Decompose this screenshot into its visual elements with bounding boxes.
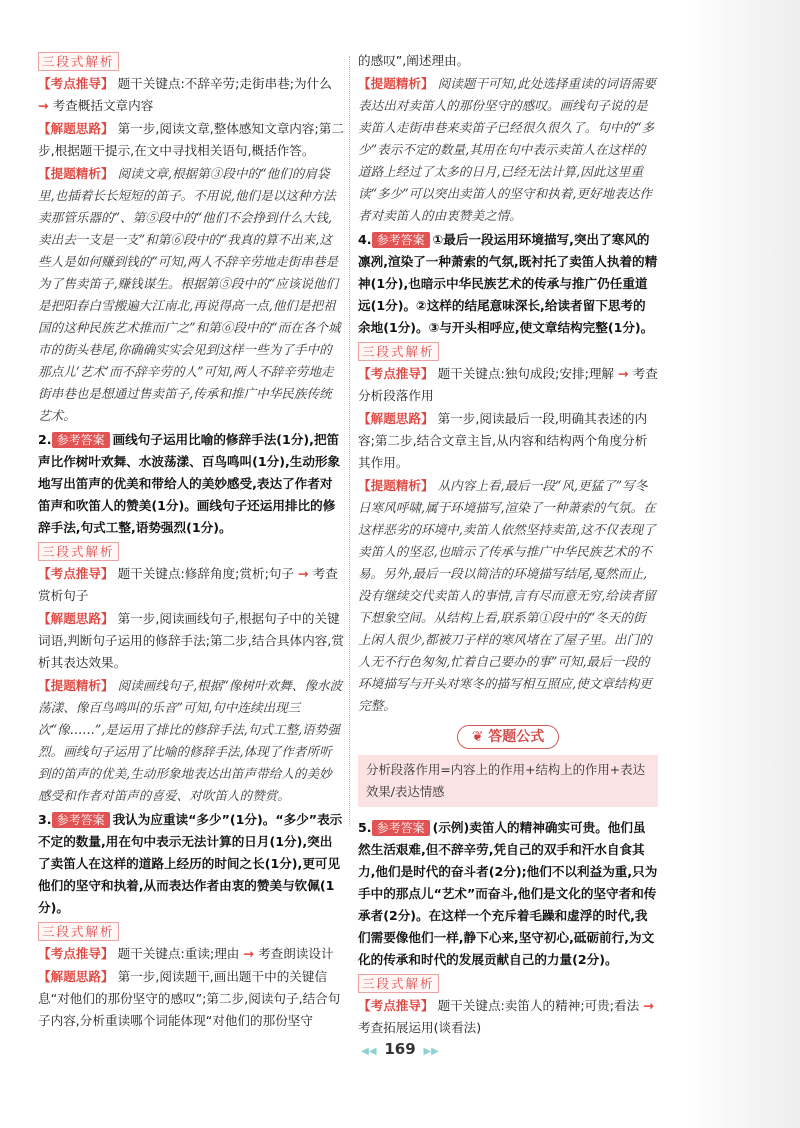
formula-header [358, 725, 658, 749]
section-title: 三段式解析 [358, 342, 439, 361]
section-title: 三段式解析 [38, 52, 119, 71]
arrow-icon: → [38, 98, 49, 113]
q4-juti: 【提题精析】 从内容上看,最后一段“风,更猛了”写冬日寒风呼啸,属于环境描写,渲染了一种萧索的气氛。在这样恶劣的环境中,卖笛人依然坚持卖笛,这不仅表现了卖笛人的坚忍,也暗示了传承与推广中华民族艺术的不易。另外,最后一段以简洁的环境描写结尾,戛然而止,没有继续交代卖笛人的事情,言有尽而意无穷,给读者留下想象空间。从结构上看,联系第①段中的“冬天的街上闲人很少,都被刀子样的寒风堵在了屋子里。出门的人无不行色匆匆,忙着自己要办的事”可知,最后一段的环境描写与开头对寒冬的描写相互照应,使文章结构更完整。 [358, 478, 656, 713]
arrow-icon: → [243, 946, 254, 961]
answer-badge: 参考答案 [372, 232, 430, 248]
page-number: 169 [384, 1040, 416, 1058]
q4-kaodian: 【考点推导】 题干关键点:独句成段;安排;理解 → 考查分析段落作用 [358, 366, 658, 403]
q5-kaodian: 【考点推导】 题干关键点:卖笛人的精神;可贵;看法 → 考查拓展运用(谈看法) [358, 998, 654, 1035]
q1-kaodian: 【考点推导】 题干关键点:不辞辛劳;走街串巷;为什么 → 考查概括文章内容 [38, 76, 332, 113]
page-edge-shadow [690, 0, 800, 1128]
q5-answer: 5. 参考答案 (示例)卖笛人的精神确实可贵。他们虽然生活艰难,但不辞辛劳,凭自己的双手和汗水自食其力,他们是时代的奋斗者(2分);他们不以利益为重,只为手中的那点儿“艺术”而奋斗,他们是文化的坚守者和传承者(2分)。在这样一个充斥着毛躁和虚浮的时代,我们需要像他们一样,静下心来,坚守初心,砥砺前行,为文化的传承和时代的发展贡献自己的力量(2分)。 [358, 820, 658, 967]
answer-badge: 参考答案 [52, 812, 110, 828]
q3-jieti-continued: 的感叹”,阐述理由。 [358, 53, 470, 68]
q2-answer: 2. 参考答案 画线句子运用比喻的修辞手法(1分),把笛声比作树叶欢舞、水波荡漾、百鸟鸣叫(1分),生动形象地写出笛声的优美和带给人的美妙感受,表达了作者对笛声和吹笛人的赞美(1分)。画线句子还运用排比的修辞手法,句式工整,语势强烈(1分)。 [38, 432, 341, 535]
formula-box: 分析段落作用=内容上的作用+结构上的作用+表达效果/表达情感 [358, 755, 658, 807]
arrow-icon: → [298, 566, 309, 581]
chevron-right-icon: ▶▶ [423, 1046, 439, 1057]
right-column [358, 50, 658, 1040]
section-title: 三段式解析 [38, 922, 119, 941]
section-title: 三段式解析 [358, 974, 439, 993]
q1-jieti: 【解题思路】 第一步,阅读文章,整体感知文章内容;第二步,根据题干提示,在文中寻找相关语句,概括作答。 [38, 121, 344, 158]
left-column [38, 50, 344, 1033]
q4-jieti: 【解题思路】 第一步,阅读最后一段,明确其表述的内容;第二步,结合文章主旨,从内容和结构两个角度分析其作用。 [358, 411, 648, 470]
answer-badge: 参考答案 [52, 432, 110, 448]
q1-juti: 【提题精析】 阅读文章,根据第③段中的“他们的肩袋里,也插着长长短短的笛子。不用说,他们是以这种方法卖那管乐器的”、第⑤段中的“他们不会挣到什么大钱,卖出去一支是一支”和第⑥段中的“我真的算不出来,这些人是如何赚到钱的”可知,两人不辞辛劳地走街串巷是为了售卖笛子,赚钱谋生。根据第⑤段中的“应该说他们是把阳春白雪搬遍大江南北,再说得高一点,他们是把祖国的这种民族艺术推而广之”和第⑥段中的“而在各个城市的街头巷尾,你确确实实会见到这样一些为了手中的那点儿‘艺术’而不辞辛劳的人”可知,两人不辞辛劳地走街串巷也是想通过售卖笛子,传承和推广中华民族传统艺术。 [38, 166, 341, 423]
q2-juti: 【提题精析】 阅读画线句子,根据“像树叶欢舞、像水波荡漾、像百鸟鸣叫的乐音”可知,句中连续出现三次“像……”,是运用了排比的修辞手法,句式工整,语势强烈。画线句子运用了比喻的修辞手法,体现了作者所听到的笛声的优美,生动形象地表达出笛声带给人的美妙感受和作者对笛声的喜爱、对吹笛人的赞赏。 [38, 678, 343, 803]
q3-kaodian: 【考点推导】 题干关键点:重读;理由 → 考查朗读设计 [38, 946, 334, 961]
layers-icon: ❦ [471, 729, 484, 745]
tag-juti: 【提题精析】 [38, 166, 114, 181]
answer-badge: 参考答案 [372, 820, 430, 836]
q4-answer: 4. 参考答案 ①最后一段运用环境描写,突出了寒风的凛冽,渲染了一种萧索的气氛,既衬托了卖笛人执着的精神(1分),也暗示中华民族艺术的传承与推广仍任重道远(1分)。②这样的结尾意味深长,给读者留下思考的余地(1分)。③与开头相呼应,使文章结构完整(1分)。 [358, 232, 658, 335]
page-footer [0, 1040, 800, 1058]
column-divider [349, 56, 350, 826]
tag-jieti: 【解题思路】 [38, 121, 114, 136]
arrow-icon: → [618, 366, 629, 381]
q3-answer: 3. 参考答案 我认为应重读“多少”(1分)。“多少”表示不定的数量,用在句中表示无法计算的日月(1分),突出了卖笛人在这样的道路上经历的时间之长(1分),更可见他们的坚守和执着,从而表达作者由衷的赞美与钦佩(1分)。 [38, 812, 343, 915]
formula-title: ❦ 答题公式 [457, 725, 560, 749]
q2-jieti: 【解题思路】 第一步,阅读画线句子,根据句子中的关键词语,判断句子运用的修辞手法;第二步,结合具体内容,赏析其表达效果。 [38, 611, 344, 670]
q3-jieti: 【解题思路】 第一步,阅读题干,画出题干中的关键信息“对他们的那份坚守的感叹”;第二步,阅读句子,结合句子内容,分析重读哪个词能体现“对他们的那份坚守 [38, 969, 341, 1028]
chevron-left-icon: ◀◀ [361, 1046, 377, 1057]
q3-juti: 【提题精析】 阅读题干可知,此处选择重读的词语需要表达出对卖笛人的那份坚守的感叹。画线句子说的是卖笛人走街串巷来卖笛子已经很久很久了。句中的“多少”表示不定的数量,其用在句中表示卖笛人在这样的道路上经过了太多的日月,已经无法计算,因此这里重读“多少”可以突出卖笛人的坚守和执着,更好地表达作者对卖笛人的由衷赞美之情。 [358, 76, 656, 223]
section-title: 三段式解析 [38, 542, 119, 561]
arrow-icon: → [643, 998, 654, 1013]
q2-kaodian: 【考点推导】 题干关键点:修辞角度;赏析;句子 → 考查赏析句子 [38, 566, 338, 603]
tag-kaodian: 【考点推导】 [38, 76, 114, 91]
